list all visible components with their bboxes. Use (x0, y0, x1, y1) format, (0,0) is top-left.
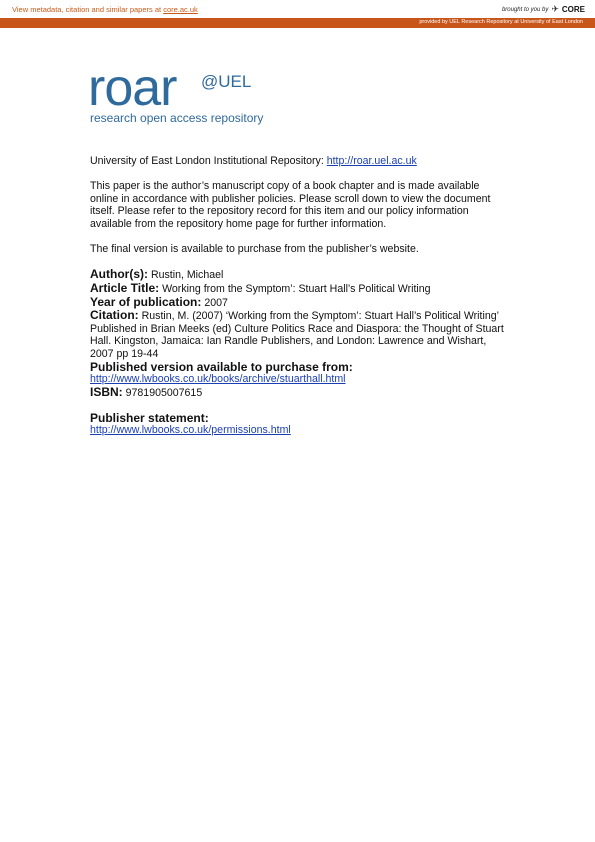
authors-line (90, 268, 510, 282)
title-value: Working from the Symptom’: Stuart Hall’s Political Writing (162, 282, 431, 295)
citation-value: Rustin, M. (2007) ‘Working from the Symptom’: Stuart Hall’s Political Writing’ Published in Brian Meeks (ed) Culture Politics Race and Diaspora: the Thought of Stuart Hall. Kingston, Jamaica: Ian Randle Publishers, and London: Lawrence and Wishart, 2007 pp 19-44 (90, 310, 504, 360)
publisher-statement-link[interactable]: http://www.lwbooks.co.uk/permissions.html (90, 424, 291, 437)
manuscript-notice: This paper is the author’s manuscript copy of a book chapter and is made available online in accordance with publisher policies. Please scroll down to view the document itself. Please refer to the repository record for this item and our policy information available from the repository home page for further information. (90, 180, 491, 230)
year-line (90, 296, 510, 310)
repository-line (90, 155, 510, 168)
year-value: 2007 (204, 296, 228, 309)
roar-logo (88, 59, 264, 125)
repository-label: University of East London Institutional Repository: (90, 155, 327, 167)
isbn-line (90, 386, 510, 400)
core-name: CORE (561, 5, 585, 14)
provider-notice (419, 19, 583, 25)
cover-page-body (90, 155, 510, 437)
citation-line (90, 309, 510, 360)
brought-by-text: brought to you by (501, 6, 549, 13)
purchase-link[interactable]: http://www.lwbooks.co.uk/books/archive/stuarthall.html (90, 373, 346, 386)
core-header (0, 0, 595, 18)
roar-logo-tagline: research open access repository (90, 111, 264, 125)
core-brand[interactable] (502, 4, 585, 15)
provided-prefix: provided by (419, 19, 448, 25)
repository-link[interactable]: http://roar.uel.ac.uk (326, 155, 417, 167)
title-line (90, 282, 510, 296)
roar-logo-word: roar (88, 59, 177, 117)
isbn-value: 9781905007615 (125, 386, 203, 399)
core-metadata-text: View metadata, citation and similar papers at (12, 5, 164, 14)
purchase-notice: The final version is available to purchase from the publisher’s website. (90, 243, 419, 256)
publisher-statement-label: Publisher statement: (90, 410, 209, 425)
title-label: Article Title: (90, 280, 160, 295)
purchase-label: Published version available to purchase from: (90, 359, 353, 374)
authors-value: Rustin, Michael (150, 269, 224, 282)
core-link[interactable]: core.ac.uk (163, 5, 198, 14)
core-provider-bar (0, 18, 595, 28)
isbn-label: ISBN: (90, 384, 123, 399)
core-logo-icon: ✈ (551, 4, 559, 14)
citation-label: Citation: (90, 308, 139, 323)
year-label: Year of publication: (90, 294, 202, 309)
provider-name: UEL Research Repository at University of East London (449, 19, 583, 25)
roar-logo-uel: @UEL (201, 72, 252, 91)
authors-label: Author(s): (90, 267, 148, 282)
core-metadata-notice (12, 5, 198, 14)
